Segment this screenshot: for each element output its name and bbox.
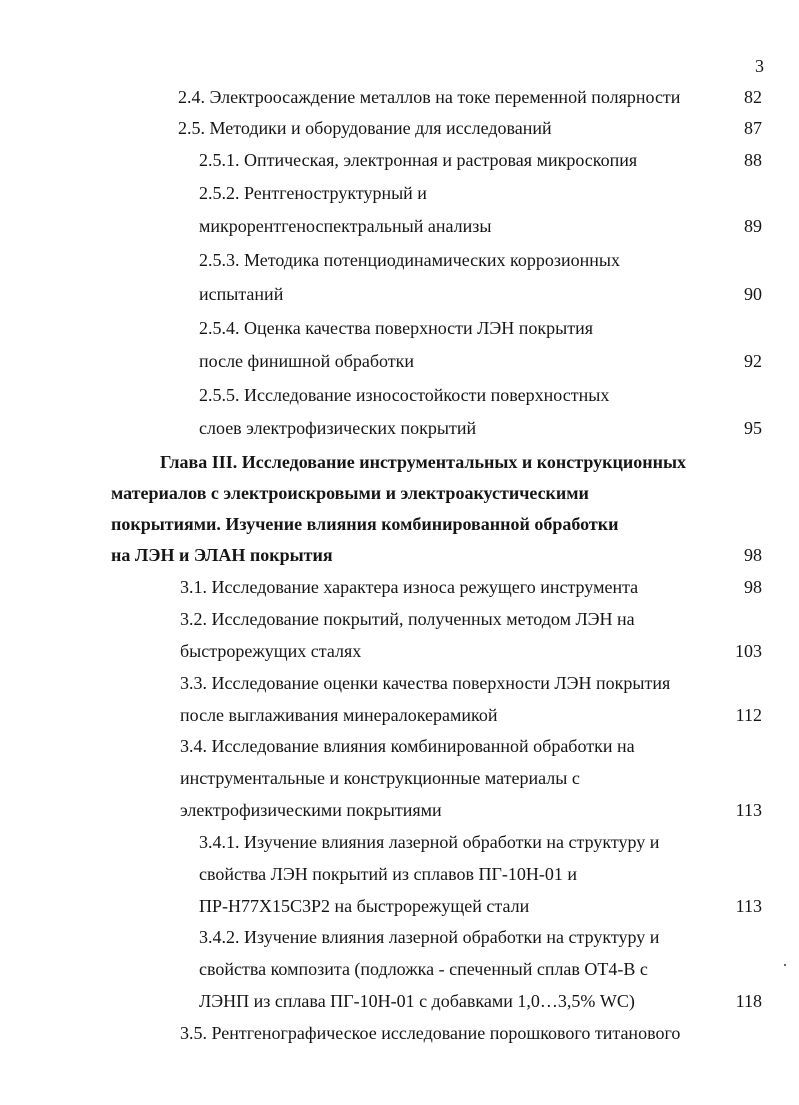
page-number: 3 bbox=[755, 56, 764, 76]
scan-speck bbox=[784, 964, 786, 966]
toc-entry-line: испытаний bbox=[199, 284, 284, 304]
toc-page-number: 95 bbox=[744, 418, 762, 438]
toc-entry-line: свойства ЛЭН покрытий из сплавов ПГ-10Н-01 и bbox=[199, 864, 578, 884]
toc-page-number: 98 bbox=[744, 577, 762, 597]
toc-page-number: 112 bbox=[735, 705, 762, 725]
toc-page-number: 118 bbox=[735, 991, 762, 1011]
toc-entry-line: 3.2. Исследование покрытий, полученных методом ЛЭН на bbox=[180, 609, 635, 629]
toc-entry-line: покрытиями. Изучение влияния комбинированной обработки bbox=[111, 514, 619, 534]
toc-entry-line: 2.5.4. Оценка качества поверхности ЛЭН покрытия bbox=[199, 318, 593, 338]
toc-entry-line: свойства композита (подложка - спеченный сплав ОТ4-В с bbox=[199, 959, 648, 979]
toc-entry-line: 3.4.2. Изучение влияния лазерной обработки на структуру и bbox=[199, 927, 660, 947]
toc-entry-line: 2.5.1. Оптическая, электронная и растровая микроскопия bbox=[199, 150, 638, 170]
toc-page-number: 103 bbox=[735, 641, 762, 661]
toc-entry-line: ПР-Н77Х15С3Р2 на быстрорежущей стали bbox=[199, 896, 530, 916]
toc-entry-line: 2.5.2. Рентгеноструктурный и bbox=[199, 183, 427, 203]
toc-entry-line: 2.5. Методики и оборудование для исследований bbox=[178, 118, 552, 138]
toc-page-number: 87 bbox=[744, 118, 762, 138]
toc-page-number: 113 bbox=[735, 800, 762, 820]
toc-entry-line: после выглаживания минералокерамикой bbox=[180, 705, 498, 725]
toc-page-number: 92 bbox=[744, 351, 762, 371]
toc-entry-line: 3.4.1. Изучение влияния лазерной обработки на структуру и bbox=[199, 832, 660, 852]
toc-entry-line: слоев электрофизических покрытий bbox=[199, 418, 477, 438]
toc-page-number: 90 bbox=[744, 284, 762, 304]
toc-entry-line: 3.1. Исследование характера износа режущего инструмента bbox=[180, 577, 639, 597]
toc-entry-line: 2.5.5. Исследование износостойкости поверхностных bbox=[199, 385, 610, 405]
toc-entry-line: после финишной обработки bbox=[199, 351, 415, 371]
toc-entry-line: быстрорежущих сталях bbox=[180, 641, 362, 661]
toc-entry-line: 2.5.3. Методика потенциодинамических коррозионных bbox=[199, 250, 620, 270]
toc-entry-line: 3.3. Исследование оценки качества поверхности ЛЭН покрытия bbox=[180, 673, 671, 693]
toc-entry-line: 2.4. Электроосаждение металлов на токе переменной полярности bbox=[178, 87, 681, 107]
toc-entry-line: 3.5. Рентгенографическое исследование порошкового титанового bbox=[180, 1023, 681, 1043]
toc-entry-line: электрофизическими покрытиями bbox=[180, 800, 442, 820]
toc-page-number: 82 bbox=[744, 87, 762, 107]
toc-entry-line: на ЛЭН и ЭЛАН покрытия bbox=[111, 545, 333, 565]
toc-entry-line: инструментальные и конструкционные материалы с bbox=[180, 768, 580, 788]
toc-entry-line: микрорентгеноспектральный анализы bbox=[199, 216, 492, 236]
toc-entry-line: ЛЭНП из сплава ПГ-10Н-01 с добавками 1,0…3,5% WC) bbox=[199, 991, 635, 1011]
toc-page-number: 98 bbox=[744, 545, 762, 565]
toc-entry-line: Глава III. Исследование инструментальных и конструкционных bbox=[160, 452, 687, 472]
toc-page-number: 89 bbox=[744, 216, 762, 236]
toc-entry-line: 3.4. Исследование влияния комбинированной обработки на bbox=[180, 736, 635, 756]
toc-page-number: 88 bbox=[744, 150, 762, 170]
toc-page-number: 113 bbox=[735, 896, 762, 916]
toc-entry-line: материалов с электроискровыми и электроакустическими bbox=[111, 483, 589, 503]
